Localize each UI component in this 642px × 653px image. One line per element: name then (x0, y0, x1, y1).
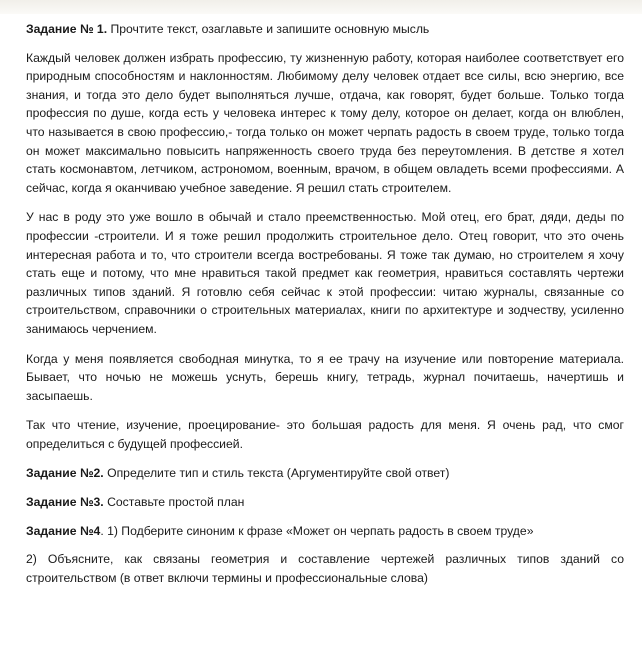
task-3 (26, 493, 624, 512)
text-paragraph-2: У нас в роду это уже вошло в обычай и стало преемственностью. Мой отец, его брат, дяди, деды по профессии -строители. И я тоже решил продолжить строительное дело. Отец говорит, что это очень интересная работа и то, что строители всегда востребованы. Я тоже так думаю, но строителем я хочу стать еще и потому, что мне нравиться такой предмет как геометрия, нравиться составлять чертежи различных типов зданий. Я готовлю себя сейчас к этой профессии: читаю журналы, связанные со строительством, справочники о строительных материалах, книги по архитектуре и зодчеству, усиленно занимаюсь черчением. (26, 210, 624, 336)
text-paragraph-4: Так что чтение, изучение, проецирование- это большая радость для меня. Я очень рад, что смог определиться с будущей профессией. (26, 418, 624, 451)
task-3-instruction: Составьте простой план (103, 495, 245, 510)
task-4-part-2: 2) Объясните, как связаны геометрия и составление чертежей различных типов зданий со строительством (в ответ включи термины и профессиональные слова) (26, 552, 624, 585)
task-1-heading: Задание № 1. (26, 22, 108, 36)
task-1-instruction: Прочтите текст, озаглавьте и запишите основную мысль (107, 22, 430, 36)
task-4-heading: Задание №4 (26, 523, 101, 538)
task-4 (26, 522, 624, 541)
task-1 (26, 20, 624, 39)
task-2-heading: Задание №2. (26, 466, 104, 481)
page-top-edge (0, 0, 642, 14)
task-2-instruction: Определите тип и стиль текста (Аргументируйте свой ответ) (103, 466, 450, 481)
document-body (26, 20, 624, 598)
task-2 (26, 464, 624, 483)
text-paragraph-3: Когда у меня появляется свободная минутка, то я ее трачу на изучение или повторение материала. Бывает, что ночью не можешь уснуть, берешь книгу, тетрадь, журнал почитаешь, начертишь и засыпаешь. (26, 351, 624, 403)
text-paragraph-1: Каждый человек должен избрать профессию, ту жизненную работу, которая наиболее соответствует его природным способностям и наклонностям. Любимому делу человек отдает все силы, всю энергию, все знания, и тогда это дело будет выполняться лучше, отдача, как говорят, будет больше. Только тогда профессия по душе, когда есть у человека интерес к тому делу, которое он делает, когда он влюблен, что называется в свою профессию,- тогда только он может черпать радость в своем труде, только тогда он может максимально повысить напряженность своего труда без переутомления. В детстве я хотел стать космонавтом, летчиком, астрономом, военным, врачом, в общем овладеть всеми профессиями. А сейчас, когда я оканчиваю учебное заведение. Я решил стать строителем. (26, 50, 624, 195)
task-3-heading: Задание №3. (26, 495, 104, 510)
task-4-instruction: . 1) Подберите синоним к фразе «Может он черпать радость в своем труде» (100, 523, 534, 538)
